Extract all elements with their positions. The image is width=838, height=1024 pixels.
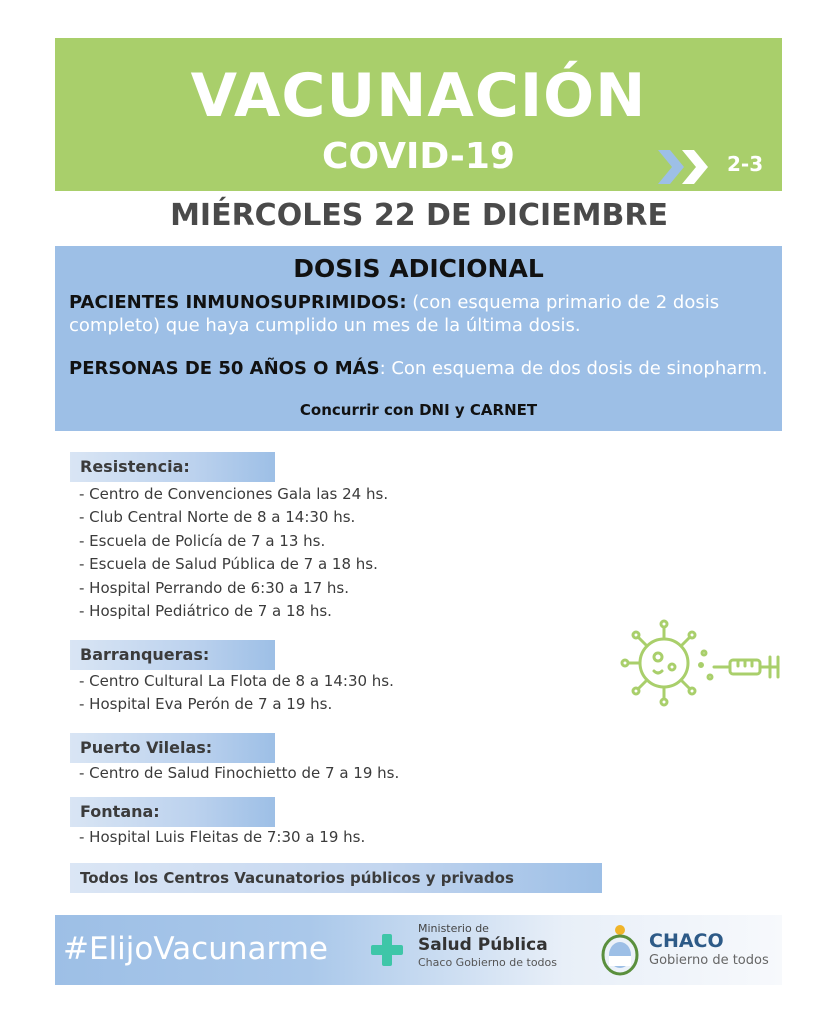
group-text: (con esquema primario de 2 dosis completo) que haya cumplido un mes de la última dosis. <box>69 292 720 336</box>
syringe-icon <box>714 657 778 677</box>
location-list-resistencia <box>79 483 388 623</box>
group-text: : Con esquema de dos dosis de sinopharm. <box>379 358 768 379</box>
group-label: PACIENTES INMUNOSUPRIMIDOS: <box>69 292 407 313</box>
header-banner <box>55 38 782 191</box>
ministry-subtitle: Chaco Gobierno de todos <box>418 956 557 969</box>
list-item: - Escuela de Salud Pública de 7 a 18 hs. <box>79 555 378 574</box>
hashtag: #ElijoVacunarme <box>63 931 328 967</box>
ministry-name: Salud Pública <box>418 935 548 955</box>
date-heading: MIÉRCOLES 22 DE DICIEMBRE <box>170 198 668 233</box>
list-item: - Centro de Salud Finochietto de 7 a 19 hs. <box>79 764 400 782</box>
footer-bar <box>55 915 782 985</box>
city-label-resistencia: Resistencia: <box>70 452 275 482</box>
group-label: PERSONAS DE 50 AÑOS O MÁS <box>69 358 380 379</box>
location-list-puerto-vilelas <box>79 762 399 785</box>
list-item: - Hospital Luis Fleitas de 7:30 a 19 hs. <box>79 828 366 846</box>
requirements-note: Concurrir con DNI y CARNET <box>299 401 538 419</box>
ministry-label: Ministerio de <box>418 922 489 935</box>
list-item: - Club Central Norte de 8 a 14:30 hs. <box>79 508 356 527</box>
page-indicator: 2-3 <box>727 152 764 176</box>
info-title: DOSIS ADICIONAL <box>293 254 544 283</box>
seal-icon <box>600 923 640 977</box>
city-label-fontana: Fontana: <box>70 797 275 827</box>
chaco-title: CHACO <box>649 930 724 952</box>
list-item: - Hospital Eva Perón de 7 a 19 hs. <box>79 695 333 714</box>
city-label-barranqueras: Barranqueras: <box>70 640 275 670</box>
group-over-50 <box>69 357 769 380</box>
list-item: - Hospital Perrando de 6:30 a 17 hs. <box>79 578 349 597</box>
group-immunosuppressed <box>69 291 769 337</box>
list-item: - Escuela de Policía de 7 a 13 hs. <box>79 531 326 550</box>
chaco-subtitle: Gobierno de todos <box>649 953 769 968</box>
city-label-puerto-vilelas: Puerto Vilelas: <box>70 733 275 763</box>
list-item: - Centro de Convenciones Gala las 24 hs. <box>79 485 389 503</box>
page-title: VACUNACIÓN <box>190 61 647 131</box>
location-list-barranqueras <box>79 670 394 717</box>
plus-icon <box>369 932 405 968</box>
location-list-fontana <box>79 826 365 849</box>
chevron-right-icon <box>658 146 722 188</box>
list-item: - Centro Cultural La Flota de 8 a 14:30 hs. <box>79 672 394 690</box>
virus-icon <box>618 617 788 709</box>
list-item: - Hospital Pediátrico de 7 a 18 hs. <box>79 602 332 621</box>
page-subtitle: COVID-19 <box>322 136 515 177</box>
info-box <box>55 246 782 431</box>
footer-note: Todos los Centros Vacunatorios públicos y privados <box>70 863 602 893</box>
